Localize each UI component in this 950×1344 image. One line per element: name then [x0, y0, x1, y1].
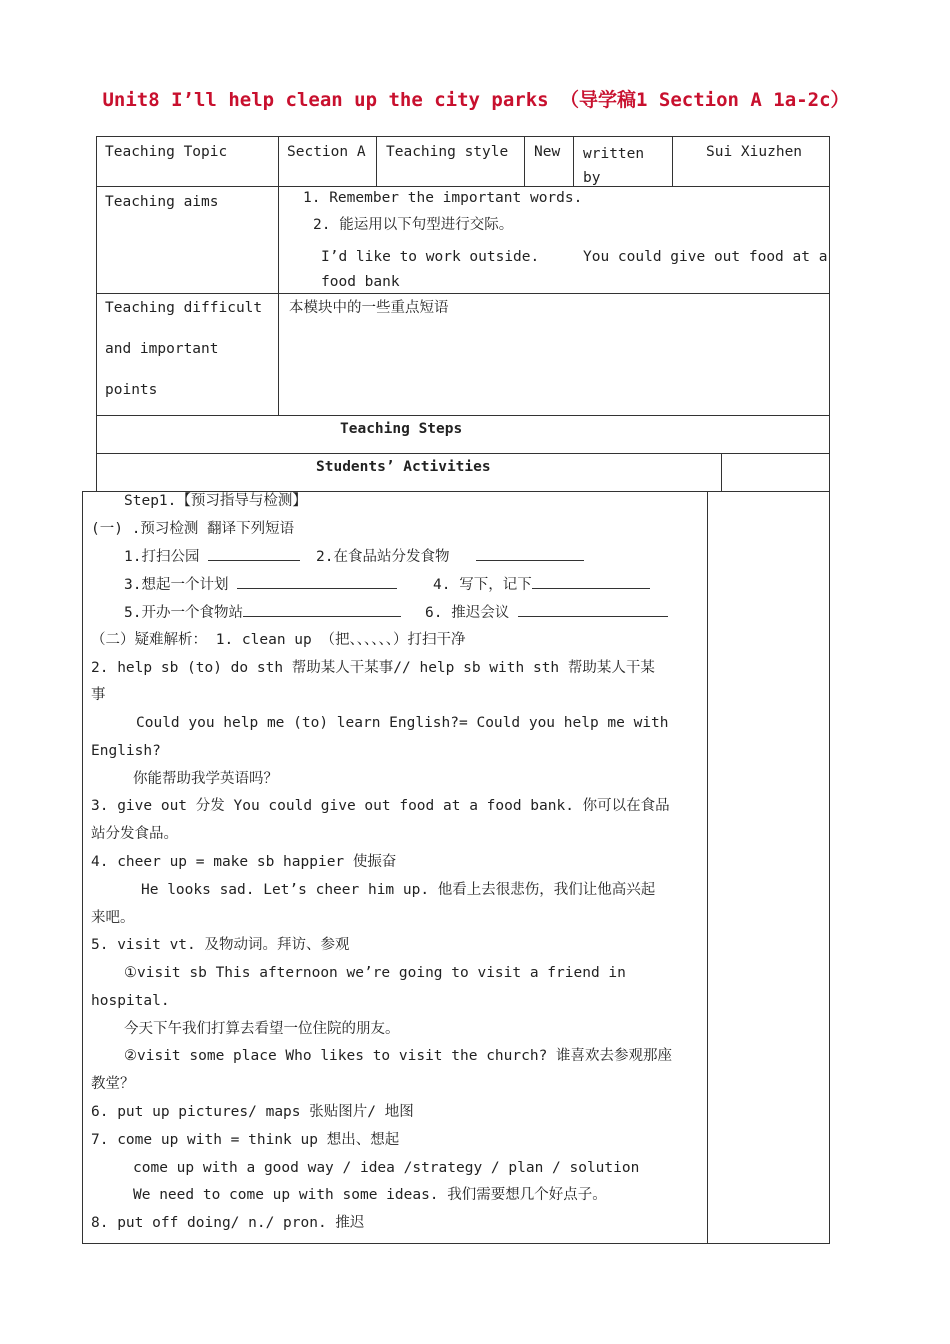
question-5-text: 5.开办一个食物站 [124, 605, 243, 621]
question-1-text: 1.打扫公园 [124, 549, 200, 565]
question-4 [433, 574, 650, 595]
answer-blank-3[interactable] [237, 574, 397, 589]
question-3-text: 3.想起一个计划 [124, 577, 229, 593]
col-divider [524, 136, 525, 187]
step1-heading: Step1.【预习指导与检测】 [124, 493, 307, 509]
col-divider [672, 136, 673, 187]
note-6: 6. put up pictures/ maps 张贴图片/ 地图 [91, 1104, 414, 1120]
aims-sentence-2-cont: food bank [321, 274, 400, 290]
note-7c: We need to come up with some ideas. 我们需要想几个好点子。 [133, 1187, 607, 1203]
note-2b: 事 [91, 687, 106, 703]
aims-item-1: 1. Remember the important words. [303, 190, 583, 206]
answer-blank-6[interactable] [518, 602, 668, 617]
aims-sentence-1: I’d like to work outside. [321, 249, 540, 265]
style-label: Teaching style [386, 144, 509, 160]
aims-label: Teaching aims [105, 194, 219, 210]
note-5e: ②visit some place Who likes to visit the church? 谁喜欢去参观那座 [124, 1048, 673, 1064]
note-5b: ①visit sb This afternoon we’re going to visit a friend in [124, 965, 626, 981]
note-8: 8. put off doing/ n./ pron. 推迟 [91, 1215, 365, 1231]
difficult-content: 本模块中的一些重点短语 [289, 300, 449, 316]
question-6-text: 6. 推迟会议 [425, 605, 510, 621]
difficult-label-line2: and important [105, 341, 219, 357]
question-2-text: 2.在食品站分发食物 [316, 549, 450, 565]
note-5f: 教堂？ [91, 1076, 135, 1092]
topic-label: Teaching Topic [105, 144, 228, 160]
document-title: Unit8 I’ll help clean up the city parks （导学稿1 Section A 1a-2c） [102, 89, 850, 111]
note-4c: 来吧。 [91, 910, 135, 926]
question-3 [124, 574, 397, 595]
answer-blank-4[interactable] [532, 574, 650, 589]
written-label: written by [583, 146, 645, 186]
note-7a: 7. come up with = think up 想出、想起 [91, 1132, 400, 1148]
author-name: Sui Xiuzhen [706, 144, 803, 160]
answer-blank-2[interactable] [476, 546, 584, 561]
col-divider [278, 136, 279, 415]
aims-sentence-2: You could give out food at a [583, 249, 828, 265]
steps-header: Teaching Steps [340, 421, 463, 437]
difficult-label-line1: Teaching difficult [105, 300, 263, 316]
question-6 [425, 602, 668, 623]
col-divider [573, 136, 574, 187]
note-2a: 2. help sb (to) do sth 帮助某人干某事// help sb with sth 帮助某人干某 [91, 660, 655, 676]
note-3a: 3. give out 分发 You could give out food at a food bank. 你可以在食品 [91, 798, 670, 814]
note-5a: 5. visit vt. 及物动词。拜访、参观 [91, 937, 350, 953]
question-1 [124, 546, 300, 567]
part2-heading: （二）疑难解析： 1. clean up （把、、、、、、）打扫干净 [91, 632, 466, 648]
difficult-label-line3: points [105, 382, 158, 398]
answer-blank-1[interactable] [208, 546, 300, 561]
info-table [96, 136, 830, 416]
col-divider [707, 491, 708, 1243]
note-2d: English? [91, 743, 161, 759]
note-7b: come up with a good way / idea /strategy / plan / solution [133, 1160, 640, 1176]
answer-blank-5[interactable] [243, 602, 401, 617]
question-5 [124, 602, 401, 623]
question-2 [316, 546, 584, 567]
note-4a: 4. cheer up = make sb happier 使振奋 [91, 854, 397, 870]
col-divider [376, 136, 377, 187]
activities-header: Students’ Activities [316, 459, 491, 475]
note-4b: He looks sad. Let’s cheer him up. 他看上去很悲伤，我们让他高兴起 [141, 882, 656, 898]
section-value: Section A [287, 144, 366, 160]
steps-header-row [96, 415, 830, 454]
note-2c: Could you help me (to) learn English?= Could you help me with [136, 715, 669, 731]
aims-item-2: 2. 能运用以下句型进行交际。 [313, 217, 514, 233]
question-4-text: 4. 写下，记下 [433, 577, 532, 593]
col-divider [721, 453, 722, 492]
note-5d: 今天下午我们打算去看望一位住院的朋友。 [124, 1021, 400, 1037]
row-divider [96, 186, 830, 187]
row-divider [96, 293, 830, 294]
style-value: New [534, 144, 561, 160]
note-3b: 站分发食品。 [91, 826, 178, 842]
part1-heading: (一) .预习检测 翻译下列短语 [91, 521, 295, 537]
note-5c: hospital. [91, 993, 170, 1009]
note-2e: 你能帮助我学英语吗？ [133, 771, 278, 787]
